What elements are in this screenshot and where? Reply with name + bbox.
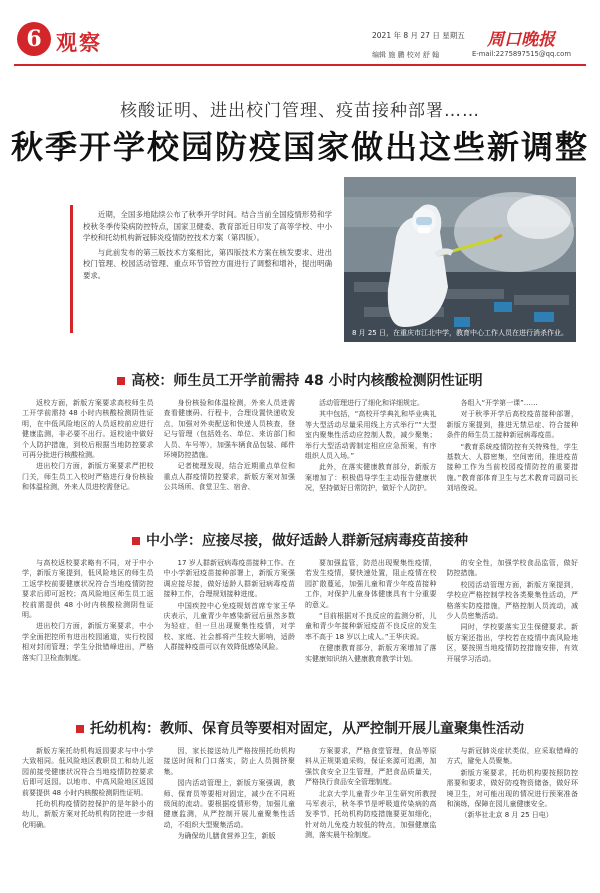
text-column: 各组入“开学第一课”…… 对于秋季开学后高校疫苗接种部署，新版方案提到，推进无禁忌症、符合接种条件的师生员工接种新冠病毒疫苗。 “教育系统疫情防控有关特殊性，学生基数大、人群密集，空间密闭，推进疫苗接种工作为当前校园疫情防控的重要措施。”教育部体育卫生与艺术教育司副司长刘培俊说。 <box>446 399 578 493</box>
section-heading-universities: 高校：师生员工开学前需持 48 小时内核酸检测阴性证明 <box>0 370 600 390</box>
text-column: 活动管理进行了细化和详细规定。 其中包括，“高校开学典礼和毕业典礼等大型活动尽量采用线上方式举行”“大型室内聚集性活动应控制人数，减少聚集；举行大型活动需制定相应应急预案，有序组织人员入场。” 此外，在落实健康教育部分，新版方案增加了：积极倡导学生主动报告健康状况，坚持做好日常防护，做好个人防护。 <box>305 399 437 493</box>
section-body-universities <box>22 398 578 516</box>
section-body-kindergartens <box>22 746 578 878</box>
text-column: 要加强监管，防范出现聚集性疫情，若发生疫情，要快速处置，阻止疫情在校园扩散蔓延，加强儿童和青少年疫苗接种工作，对保护儿童身体健康具有十分重要的意义。 “目前根据对不良反应的监测分析，儿童和青少年接种新冠疫苗不良反应的发生率不高于 18 岁以上成人。”王华庆说。 在健康教育部分，新版方案增加了落实健康知识纳入健康教育教学计划。 <box>305 559 437 663</box>
photo-caption: 8 月 25 日，在重庆市江北中学，教育中心工作人员在进行消杀作业。 <box>351 329 568 337</box>
editors-line: 编辑 施 鹏 校对 舒 翰 <box>372 51 440 59</box>
article-subtitle: 核酸证明、进出校门管理、疫苗接种部署…… <box>120 101 480 121</box>
text-column: 与新冠肺炎症状类似，应采取错峰的方式，避免人员聚集。 新版方案要求，托幼机构要按照防控需要和要求，做好防疫物资储备，做好环境卫生，对可能出现的情况进行预案准备和演练，保障在园儿童健康安全。 （新华社北京 8 月 25 日电） <box>446 747 578 820</box>
text-column: 返校方面，新版方案要求高校师生员工开学前需持 48 小时内核酸检测阴性证明，在中低风险地区的人员返校前应进行健康监测，非必要不出行。返校途中做好个人防护措施，到校后根据当地防控要求可再分批进行核酸检测。 进出校门方面，新版方案要求严把校门关，师生员工入校时严格进行身份核验和体温检测，外来人员进校需登记。 <box>22 399 154 492</box>
page-number-badge: 6 <box>17 22 51 56</box>
lead-paragraph: 与此前发布的第三版技术方案相比，第四版技术方案在核发要求、进出校门管理、校园活动管理、重点环节管控方面进行了调整和增补，提出明确要求。 <box>83 247 332 280</box>
article-title: 秋季开学校园防疫国家做出这些新调整 <box>10 128 589 166</box>
text-column: 因，家长接送幼儿严格按照托幼机构接送时间和门口落实，防止人员拥挤聚集。 园内活动管理上，新版方案强调，教师、保育员等要相对固定，减少在不同班级间的流动。要根据疫情形势，加强儿童健康监测，从严控制开展儿童聚集性活动，不组织大型聚集活动。 为确保幼儿膳食营养卫生，新版 <box>163 747 295 841</box>
text-column: 17 岁人群新冠病毒疫苗接种工作。在中小学新冠疫苗接种部署上，新版方案强调应接尽接，做好适龄人群新冠病毒疫苗接种工作，合理规划接种进度。 中国疾控中心免疫规划首席专家王华庆表示，儿童青少年感染新冠后虽然多数为轻症，但一旦出现聚集性疫情，对学校、家庭、社会都将产生较大影响，适龄人群接种疫苗可以有效降低感染风险。 <box>163 559 295 652</box>
section-body-schools <box>22 558 578 706</box>
text-column: 方案要求，严格食堂管理，食品等原料从正规渠道采购，保证来源可追溯，加强饮食安全卫生管理，严把食品质量关，严格执行食品安全管理制度。 北京大学儿童青少年卫生研究所教授马军表示，秋冬季节是呼吸道传染病的高发季节，托幼机构防疫措施要更加细化，针对幼儿免疫力较低的特点，加强健康监测，落实晨午检制度。 <box>305 747 437 840</box>
text-column: 身份核验和体温检测，外来人员进需查看健康码、行程卡，合理设置快递收发点，加强对外卖配送和快递人员核查，登记与管理（包括姓名、单位、来访部门和人员、车号等），加强车辆食品包装、邮件环境防控措施。 记者梳理发现，结合近期重点单位和重点人群疫情防控要求，新版方案对加强公共场所、食堂卫生、宿舍、 <box>163 399 295 492</box>
lead-paragraph-box <box>70 205 338 333</box>
contact-email: E-mail:2275897515@qq.com <box>472 50 571 58</box>
text-column: 与高校返校要求略有不同，对于中小学，新版方案提到，低风险地区的师生员工返学校前要健康状况符合当地疫情防控要求后即可返校；高风险地区师生员工返校前需提供 48 小时内核酸检测阴性证明。 进出校门方面，新版方案要求，中小学全面把控所有进出校园通道，实行校园相对封闭管理；学生分批错峰进出，严格落实门卫检查制度。 <box>22 559 154 662</box>
news-photo <box>344 177 576 342</box>
header-divider <box>14 64 586 66</box>
section-heading-kindergartens: 托幼机构：教师、保育员等要相对固定，从严控制开展儿童聚集性活动 <box>0 718 600 738</box>
heading-marker <box>117 377 125 385</box>
heading-marker <box>76 725 84 733</box>
heading-marker <box>132 537 140 545</box>
disinfection-worker-illustration <box>344 177 576 342</box>
lead-paragraph: 近期，全国多地陆续公布了秋季开学时间。结合当前全国疫情形势和学校秋冬季传染病防控特点，国家卫健委、教育部近日印发了高等学校、中小学校和托幼机构新冠肺炎疫情防控技术方案（第四版）。 <box>83 210 332 242</box>
section-heading-schools: 中小学：应接尽接，做好适龄人群新冠病毒疫苗接种 <box>0 530 600 550</box>
page-header <box>0 0 600 66</box>
text-column: 的安全性，加强学校食品监管，做好防控措施。 校园活动管理方面，新版方案提到，学校应严格控制学校各类聚集性活动，严格落实防疫措施，严格控制人员流动，减少人员密集活动。 同时，学校要落实卫生保健要求。新版方案还指出，学校若在疫情中高风险地区，要按照当地疫情防控措施安排，有效开展学习活动。 <box>446 559 578 663</box>
newspaper-logo: 周口晚报 <box>487 30 555 50</box>
section-name: 观察 <box>56 30 102 55</box>
issue-date: 2021 年 8 月 27 日 星期五 <box>372 31 465 40</box>
text-column: 新版方案托幼机构返园要求与中小学大致相同。低风险地区教职员工和幼儿返园前接受健康状况符合当地疫情防控要求后即可返园。以地市、中高风险地区返园前要提供 48 小时内核酸检测阴性证明。 托幼机构疫情防控保护的是年龄小的幼儿，新版方案对托幼机构防控进一步细化明确。 <box>22 747 154 829</box>
